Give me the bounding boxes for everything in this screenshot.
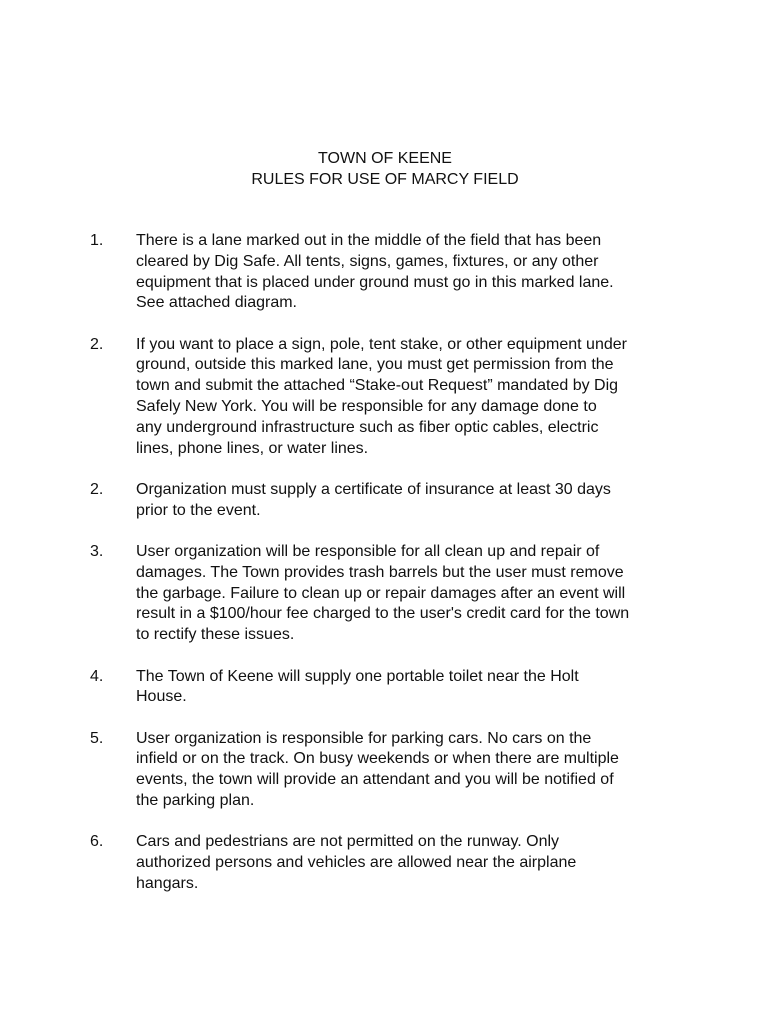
rule-item [90, 729, 690, 812]
rule-number: 2. [90, 480, 104, 498]
rule-number: 1. [90, 232, 104, 249]
rule-item [90, 667, 690, 709]
rules-title: RULES FOR USE OF MARCY FIELD [251, 171, 519, 188]
rule-text: Organization must supply a certificate of insurance at least 30 days prior to the event. [136, 480, 611, 519]
rule-text: User organization is responsible for parking cars. No cars on the infield or on the track. On busy weekends or when there are multiple events, the town will provide an attendant and you will be notified of the parking plan. [136, 729, 619, 810]
rule-number: 2. [90, 335, 104, 353]
document-header [0, 148, 770, 190]
rule-text: The Town of Keene will supply one portable toilet near the Holt House. [136, 667, 579, 706]
rule-item [90, 231, 690, 314]
rule-number: 4. [90, 667, 104, 685]
rules-list [90, 231, 690, 915]
rule-number: 6. [90, 833, 104, 851]
rule-text: If you want to place a sign, pole, tent stake, or other equipment under ground, outside this marked lane, you must get permission from the town and submit the attached “Stake-out Request” mandated by Dig Safely New York. You will be responsible for any damage done to any underground infrastructure such as fiber optic cables, electric lines, phone lines, or water lines. [136, 335, 627, 457]
rule-text: Cars and pedestrians are not permitted on the runway. Only authorized persons and vehicles are allowed near the airplane hangars. [136, 833, 577, 892]
rule-number: 3. [90, 543, 104, 561]
rule-number: 5. [90, 729, 104, 747]
rule-item [90, 542, 690, 646]
rule-item [90, 832, 690, 894]
rule-item [90, 480, 690, 522]
town-title: TOWN OF KEENE [318, 150, 452, 167]
rule-text: User organization will be responsible for all clean up and repair of damages. The Town provides trash barrels but the user must remove the garbage. Failure to clean up or repair damages after an event will result in a $100/hour fee charged to the user's credit card for the town to rectify these issues. [136, 543, 630, 644]
rule-item [90, 335, 690, 460]
rule-text: There is a lane marked out in the middle of the field that has been cleared by Dig Safe. All tents, signs, games, fixtures, or any other equipment that is placed under ground must go in this marked lane. See attached diagram. [136, 232, 614, 312]
